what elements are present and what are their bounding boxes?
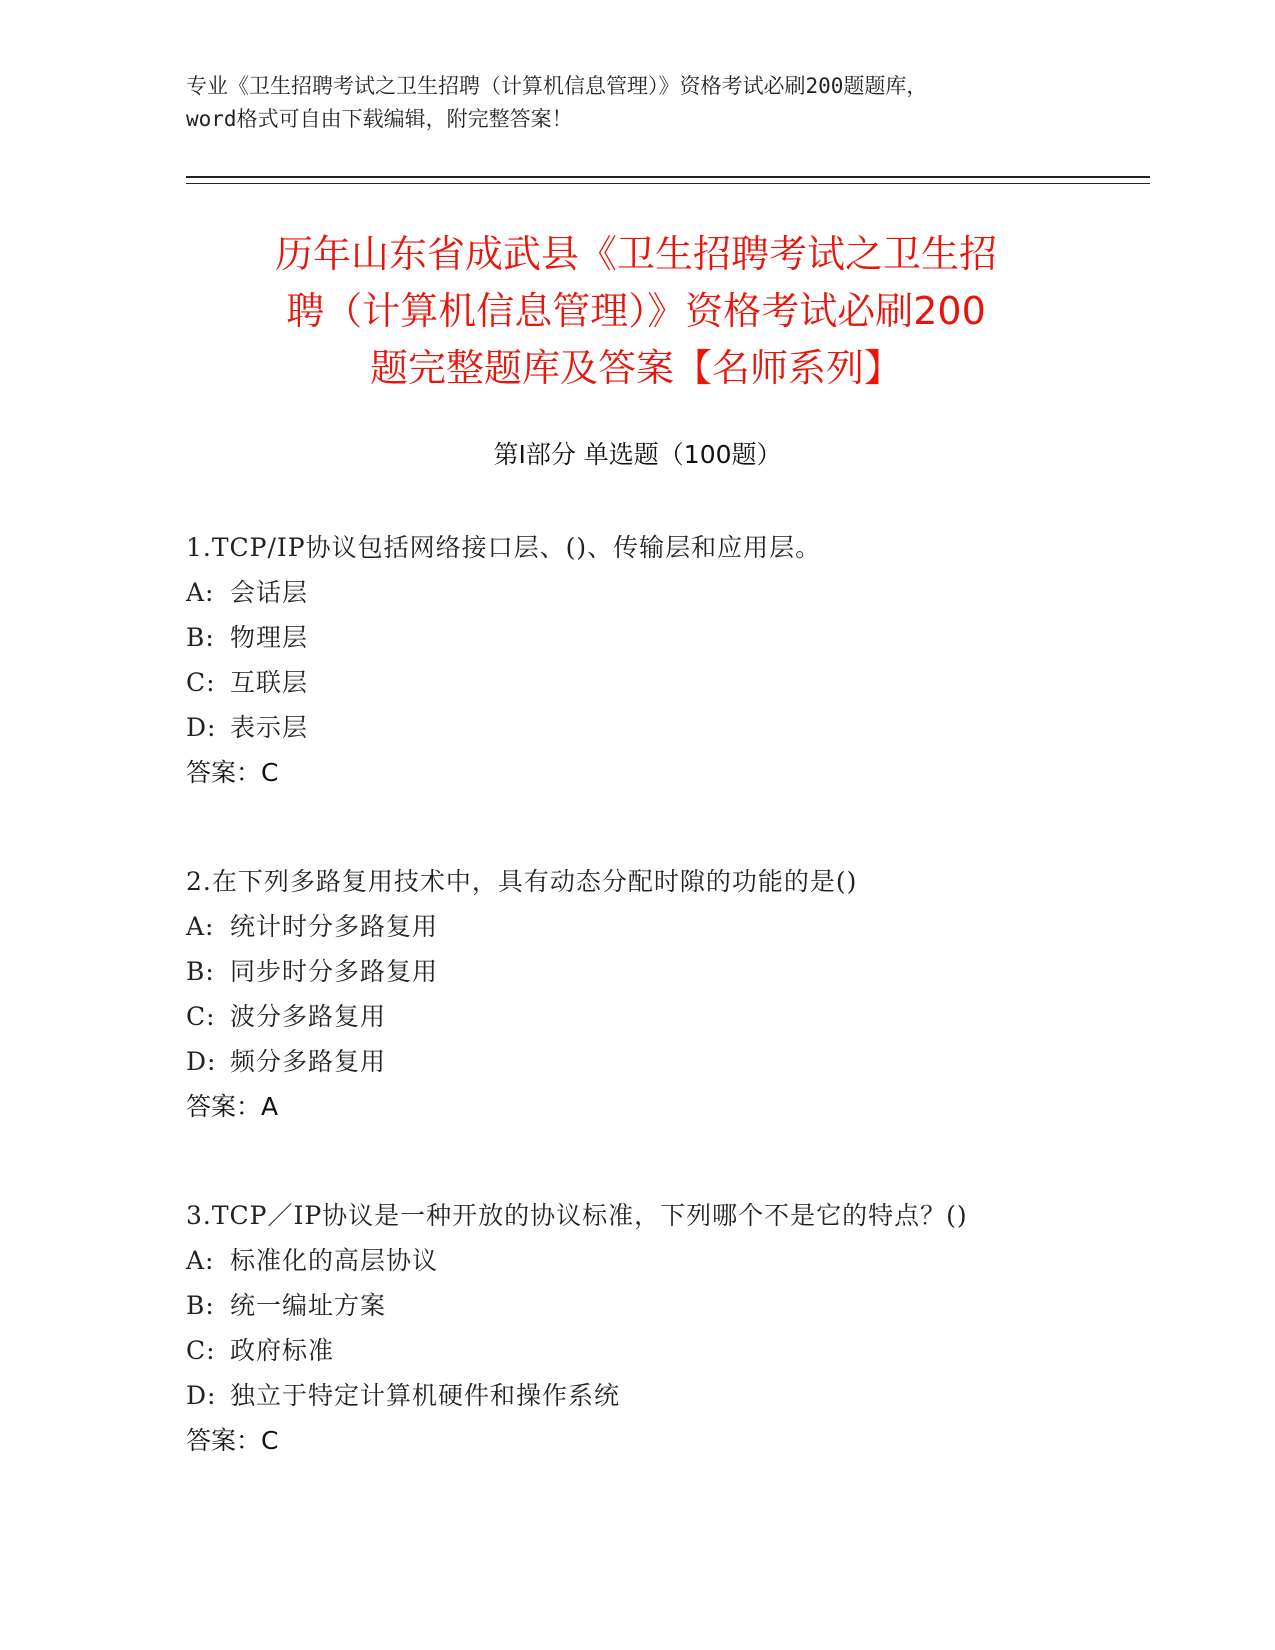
option-text: 表示层 bbox=[230, 713, 309, 742]
option-text: 互联层 bbox=[230, 668, 309, 697]
option-letter: A: bbox=[186, 1246, 215, 1275]
option-letter: D: bbox=[186, 1381, 217, 1410]
option-d bbox=[186, 705, 1146, 750]
option-letter: D: bbox=[186, 713, 217, 742]
header-note-line-1: 专业《卫生招聘考试之卫生招聘（计算机信息管理）》资格考试必刷200题题库， bbox=[186, 74, 928, 98]
option-text: 频分多路复用 bbox=[230, 1047, 387, 1076]
section-title: 第Ⅰ部分 单选题（100题） bbox=[493, 440, 782, 469]
question-item bbox=[186, 859, 1146, 1129]
answer-line: 答案：C bbox=[186, 1426, 279, 1455]
header-divider-thick bbox=[186, 176, 1150, 178]
option-b bbox=[186, 1283, 1146, 1328]
document-title-line-1: 历年山东省成武县《卫生招聘考试之卫生招 bbox=[274, 232, 997, 276]
option-text: 物理层 bbox=[230, 623, 309, 652]
option-text: 会话层 bbox=[230, 578, 309, 607]
option-b bbox=[186, 949, 1146, 994]
option-c bbox=[186, 1328, 1146, 1373]
option-a bbox=[186, 1238, 1146, 1283]
option-c bbox=[186, 660, 1146, 705]
question-text: 2.在下列多路复用技术中，具有动态分配时隙的功能的是() bbox=[186, 867, 858, 896]
option-letter: B: bbox=[186, 623, 215, 652]
question-list bbox=[186, 525, 1146, 1527]
option-text: 波分多路复用 bbox=[230, 1002, 387, 1031]
option-text: 政府标准 bbox=[230, 1336, 335, 1365]
document-title-line-2: 聘（计算机信息管理）》资格考试必刷200 bbox=[286, 289, 986, 333]
option-c bbox=[186, 994, 1146, 1039]
question-item bbox=[186, 525, 1146, 795]
option-letter: C: bbox=[186, 668, 216, 697]
header-note-line-2: word格式可自由下载编辑，附完整答案！ bbox=[186, 107, 573, 131]
question-text: 3.TCP／IP协议是一种开放的协议标准，下列哪个不是它的特点？() bbox=[186, 1201, 968, 1230]
option-text: 统一编址方案 bbox=[230, 1291, 387, 1320]
option-letter: C: bbox=[186, 1002, 216, 1031]
question-item bbox=[186, 1193, 1146, 1463]
option-letter: B: bbox=[186, 1291, 215, 1320]
option-d bbox=[186, 1039, 1146, 1084]
answer-line: 答案：C bbox=[186, 758, 279, 787]
answer-line: 答案：A bbox=[186, 1092, 279, 1121]
option-a bbox=[186, 570, 1146, 615]
option-letter: C: bbox=[186, 1336, 216, 1365]
header-note bbox=[186, 70, 1086, 136]
document-title bbox=[186, 226, 1086, 397]
option-text: 独立于特定计算机硬件和操作系统 bbox=[230, 1381, 621, 1410]
header-divider-thin bbox=[186, 183, 1150, 184]
document-title-line-3: 题完整题库及答案【名师系列】 bbox=[369, 346, 902, 390]
option-text: 标准化的高层协议 bbox=[230, 1246, 439, 1275]
option-text: 统计时分多路复用 bbox=[230, 912, 439, 941]
option-letter: A: bbox=[186, 578, 215, 607]
option-text: 同步时分多路复用 bbox=[230, 957, 439, 986]
option-b bbox=[186, 615, 1146, 660]
question-text: 1.TCP/IP协议包括网络接口层、()、传输层和应用层。 bbox=[186, 533, 822, 562]
option-a bbox=[186, 904, 1146, 949]
option-letter: D: bbox=[186, 1047, 217, 1076]
option-letter: A: bbox=[186, 912, 215, 941]
option-d bbox=[186, 1373, 1146, 1418]
option-letter: B: bbox=[186, 957, 215, 986]
